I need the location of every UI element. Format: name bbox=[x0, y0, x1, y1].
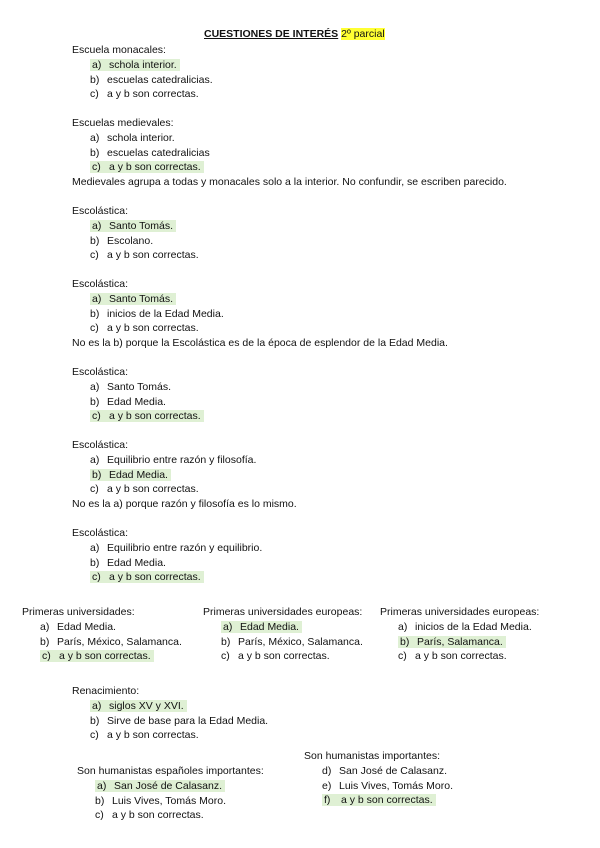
answer-option bbox=[72, 131, 507, 146]
correct-answer-highlight bbox=[90, 161, 204, 173]
correct-answer-highlight bbox=[40, 650, 154, 662]
answer-option bbox=[72, 321, 448, 336]
answer-option-content bbox=[90, 381, 171, 393]
question-block bbox=[72, 438, 297, 512]
correct-answer-highlight bbox=[90, 220, 176, 232]
option-letter: a) bbox=[90, 541, 100, 554]
option-text: Edad Media. bbox=[240, 620, 299, 633]
answer-option bbox=[72, 73, 213, 88]
option-letter: a) bbox=[40, 620, 50, 633]
answer-option bbox=[203, 620, 363, 635]
question-text: Escuela monacales: bbox=[72, 44, 166, 56]
answer-option bbox=[304, 764, 453, 779]
option-text: Edad Media. bbox=[57, 620, 116, 633]
question-block bbox=[72, 277, 448, 351]
answer-option bbox=[72, 234, 199, 249]
answer-option bbox=[304, 793, 453, 808]
option-letter: b) bbox=[40, 635, 50, 648]
answer-option-content bbox=[40, 621, 116, 633]
option-text: a y b son correctas. bbox=[109, 161, 201, 174]
correct-answer-highlight bbox=[90, 571, 204, 583]
correct-answer-highlight bbox=[90, 700, 187, 712]
answer-option bbox=[304, 779, 453, 794]
answer-option-content bbox=[90, 396, 166, 408]
option-text: inicios de la Edad Media. bbox=[415, 620, 532, 633]
option-text: a y b son correctas. bbox=[107, 88, 199, 101]
option-text: a y b son correctas. bbox=[107, 483, 199, 496]
question-block bbox=[72, 526, 262, 585]
option-text: San José de Calasanz. bbox=[339, 764, 447, 777]
option-text: París, Salamanca. bbox=[417, 635, 503, 648]
option-letter: c) bbox=[92, 161, 101, 174]
option-letter: c) bbox=[92, 410, 101, 423]
answer-option bbox=[72, 728, 268, 743]
option-letter: c) bbox=[90, 483, 99, 496]
answer-option-content bbox=[90, 715, 268, 727]
answer-option-content bbox=[221, 650, 330, 662]
page-title: CUESTIONES DE INTERÉS bbox=[204, 28, 339, 40]
answer-option-content bbox=[322, 765, 447, 777]
answer-option bbox=[203, 649, 363, 664]
option-letter: c) bbox=[92, 571, 101, 584]
question-block bbox=[72, 365, 204, 424]
correct-answer-highlight bbox=[322, 794, 436, 806]
question-block bbox=[72, 204, 199, 263]
option-letter: a) bbox=[97, 779, 107, 792]
answer-option-content bbox=[90, 542, 262, 554]
option-letter: b) bbox=[90, 714, 100, 727]
question-text: Son humanistas importantes: bbox=[304, 750, 440, 762]
option-text: Escolano. bbox=[107, 234, 154, 247]
option-text: schola interior. bbox=[109, 58, 177, 71]
option-letter: b) bbox=[92, 468, 102, 481]
answer-option bbox=[72, 556, 262, 571]
option-letter: a) bbox=[92, 219, 102, 232]
correct-answer-highlight bbox=[90, 469, 171, 481]
answer-option bbox=[72, 541, 262, 556]
option-text: escuelas catedralicias. bbox=[107, 73, 213, 86]
question-text: Escolástica: bbox=[72, 278, 129, 290]
question-text: Escolástica: bbox=[72, 439, 129, 451]
option-letter: a) bbox=[92, 58, 102, 71]
answer-option bbox=[380, 620, 539, 635]
question-text: Primeras universidades: bbox=[22, 606, 135, 618]
answer-option bbox=[72, 409, 204, 424]
option-letter: c) bbox=[42, 650, 51, 663]
answer-option-content bbox=[90, 235, 153, 247]
answer-option bbox=[22, 620, 182, 635]
answer-option-content bbox=[221, 636, 363, 648]
answer-option bbox=[72, 248, 199, 263]
answer-option-content bbox=[95, 809, 204, 821]
option-text: schola interior. bbox=[107, 131, 175, 144]
answer-option-content bbox=[398, 621, 532, 633]
option-text: a y b son correctas. bbox=[107, 729, 199, 742]
option-text: a y b son correctas. bbox=[415, 650, 507, 663]
option-letter: b) bbox=[400, 635, 410, 648]
correct-answer-highlight bbox=[221, 621, 302, 633]
option-text: a y b son correctas. bbox=[107, 249, 199, 262]
answer-option-content bbox=[398, 650, 507, 662]
option-text: Luis Vives, Tomás Moro. bbox=[112, 794, 226, 807]
option-text: Edad Media. bbox=[107, 556, 166, 569]
answer-option-content bbox=[95, 795, 226, 807]
answer-option-content bbox=[90, 147, 210, 159]
answer-option-content bbox=[40, 636, 182, 648]
answer-option bbox=[72, 219, 199, 234]
question-block bbox=[77, 764, 264, 823]
option-text: Luis Vives, Tomás Moro. bbox=[339, 779, 453, 792]
answer-option bbox=[77, 779, 264, 794]
answer-option-content bbox=[90, 132, 175, 144]
option-text: Sirve de base para la Edad Media. bbox=[107, 714, 269, 727]
option-letter: c) bbox=[221, 650, 230, 663]
explanation-note: No es la a) porque razón y filosofía es lo mismo. bbox=[72, 498, 297, 511]
answer-option bbox=[72, 380, 204, 395]
question-block bbox=[72, 116, 507, 190]
question-text: Escolástica: bbox=[72, 527, 129, 539]
option-text: París, México, Salamanca. bbox=[57, 635, 182, 648]
parcial-badge: 2º parcial bbox=[341, 28, 385, 40]
question-block bbox=[203, 605, 363, 664]
option-letter: b) bbox=[90, 73, 100, 86]
option-text: a y b son correctas. bbox=[109, 410, 201, 423]
question-text: Escuelas medievales: bbox=[72, 117, 174, 129]
correct-answer-highlight bbox=[90, 293, 176, 305]
answer-option bbox=[77, 808, 264, 823]
option-text: a y b son correctas. bbox=[112, 809, 204, 822]
option-letter: a) bbox=[90, 380, 100, 393]
answer-option-content bbox=[90, 729, 199, 741]
question-text: Primeras universidades europeas: bbox=[203, 606, 363, 618]
answer-option bbox=[77, 794, 264, 809]
answer-option-content bbox=[90, 557, 166, 569]
option-letter: a) bbox=[90, 453, 100, 466]
explanation-note: No es la b) porque la Escolástica es de la época de esplendor de la Edad Media. bbox=[72, 337, 448, 350]
question-block bbox=[380, 605, 539, 664]
answer-option bbox=[72, 58, 213, 73]
option-letter: a) bbox=[90, 131, 100, 144]
option-text: a y b son correctas. bbox=[59, 650, 151, 663]
correct-answer-highlight bbox=[90, 410, 204, 422]
option-letter: b) bbox=[90, 234, 100, 247]
answer-option bbox=[72, 453, 297, 468]
answer-option bbox=[72, 395, 204, 410]
answer-option bbox=[72, 307, 448, 322]
option-letter: c) bbox=[95, 809, 104, 822]
option-letter: c) bbox=[90, 249, 99, 262]
option-text: a y b son correctas. bbox=[238, 650, 330, 663]
option-letter: b) bbox=[90, 146, 100, 159]
option-text: Santo Tomás. bbox=[109, 292, 174, 305]
option-letter: b) bbox=[221, 635, 231, 648]
answer-option bbox=[72, 570, 262, 585]
answer-option-content bbox=[90, 249, 199, 261]
option-letter: c) bbox=[90, 322, 99, 335]
answer-option-content bbox=[90, 322, 199, 334]
question-text: Primeras universidades europeas: bbox=[380, 606, 540, 618]
question-text: Escolástica: bbox=[72, 205, 129, 217]
question-block bbox=[22, 605, 182, 664]
answer-option bbox=[72, 714, 268, 729]
correct-answer-highlight bbox=[95, 780, 225, 792]
option-text: Santo Tomás. bbox=[107, 380, 172, 393]
answer-option-content bbox=[90, 308, 224, 320]
answer-option bbox=[380, 649, 539, 664]
option-letter: a) bbox=[92, 699, 102, 712]
answer-option bbox=[203, 635, 363, 650]
option-letter: b) bbox=[95, 794, 105, 807]
option-text: a y b son correctas. bbox=[109, 571, 201, 584]
question-block bbox=[72, 43, 213, 102]
option-letter: c) bbox=[90, 88, 99, 101]
option-letter: a) bbox=[223, 620, 233, 633]
option-letter: c) bbox=[90, 729, 99, 742]
option-letter: f) bbox=[324, 794, 331, 807]
correct-answer-highlight bbox=[398, 636, 506, 648]
option-text: a y b son correctas. bbox=[107, 322, 199, 335]
question-text: Son humanistas españoles importantes: bbox=[77, 765, 264, 777]
option-text: escuelas catedralicias bbox=[107, 146, 210, 159]
explanation-note: Medievales agrupa a todas y monacales solo a la interior. No confundir, se escriben parecido. bbox=[72, 176, 507, 189]
option-text: Equilibrio entre razón y equilibrio. bbox=[107, 541, 263, 554]
answer-option bbox=[380, 635, 539, 650]
option-letter: a) bbox=[92, 292, 102, 305]
answer-option-content bbox=[90, 454, 256, 466]
option-letter: b) bbox=[90, 556, 100, 569]
answer-option bbox=[72, 87, 213, 102]
option-text: París, México, Salamanca. bbox=[238, 635, 363, 648]
option-text: a y b son correctas. bbox=[341, 794, 433, 807]
option-letter: c) bbox=[398, 650, 407, 663]
answer-option bbox=[72, 292, 448, 307]
answer-option-content bbox=[90, 74, 213, 86]
answer-option bbox=[72, 468, 297, 483]
option-text: Edad Media. bbox=[109, 468, 168, 481]
option-letter: d) bbox=[322, 764, 332, 777]
option-text: Equilibrio entre razón y filosofía. bbox=[107, 453, 257, 466]
answer-option bbox=[22, 635, 182, 650]
correct-answer-highlight bbox=[90, 59, 180, 71]
answer-option bbox=[72, 146, 507, 161]
option-text: San José de Calasanz. bbox=[114, 779, 222, 792]
answer-option-content bbox=[90, 88, 199, 100]
option-letter: a) bbox=[398, 620, 408, 633]
option-letter: e) bbox=[322, 779, 332, 792]
answer-option-content bbox=[90, 483, 199, 495]
option-letter: b) bbox=[90, 395, 100, 408]
option-letter: b) bbox=[90, 307, 100, 320]
answer-option bbox=[72, 482, 297, 497]
page-title-line bbox=[204, 27, 385, 41]
answer-option bbox=[72, 160, 507, 175]
question-text: Renacimiento: bbox=[72, 685, 140, 697]
answer-option bbox=[72, 699, 268, 714]
question-text: Escolástica: bbox=[72, 366, 129, 378]
question-block bbox=[72, 684, 268, 743]
option-text: inicios de la Edad Media. bbox=[107, 307, 224, 320]
option-text: siglos XV y XVI. bbox=[109, 699, 184, 712]
option-text: Santo Tomás. bbox=[109, 219, 174, 232]
question-block bbox=[304, 749, 453, 808]
answer-option-content bbox=[322, 780, 453, 792]
option-text: Edad Media. bbox=[107, 395, 166, 408]
answer-option bbox=[22, 649, 182, 664]
